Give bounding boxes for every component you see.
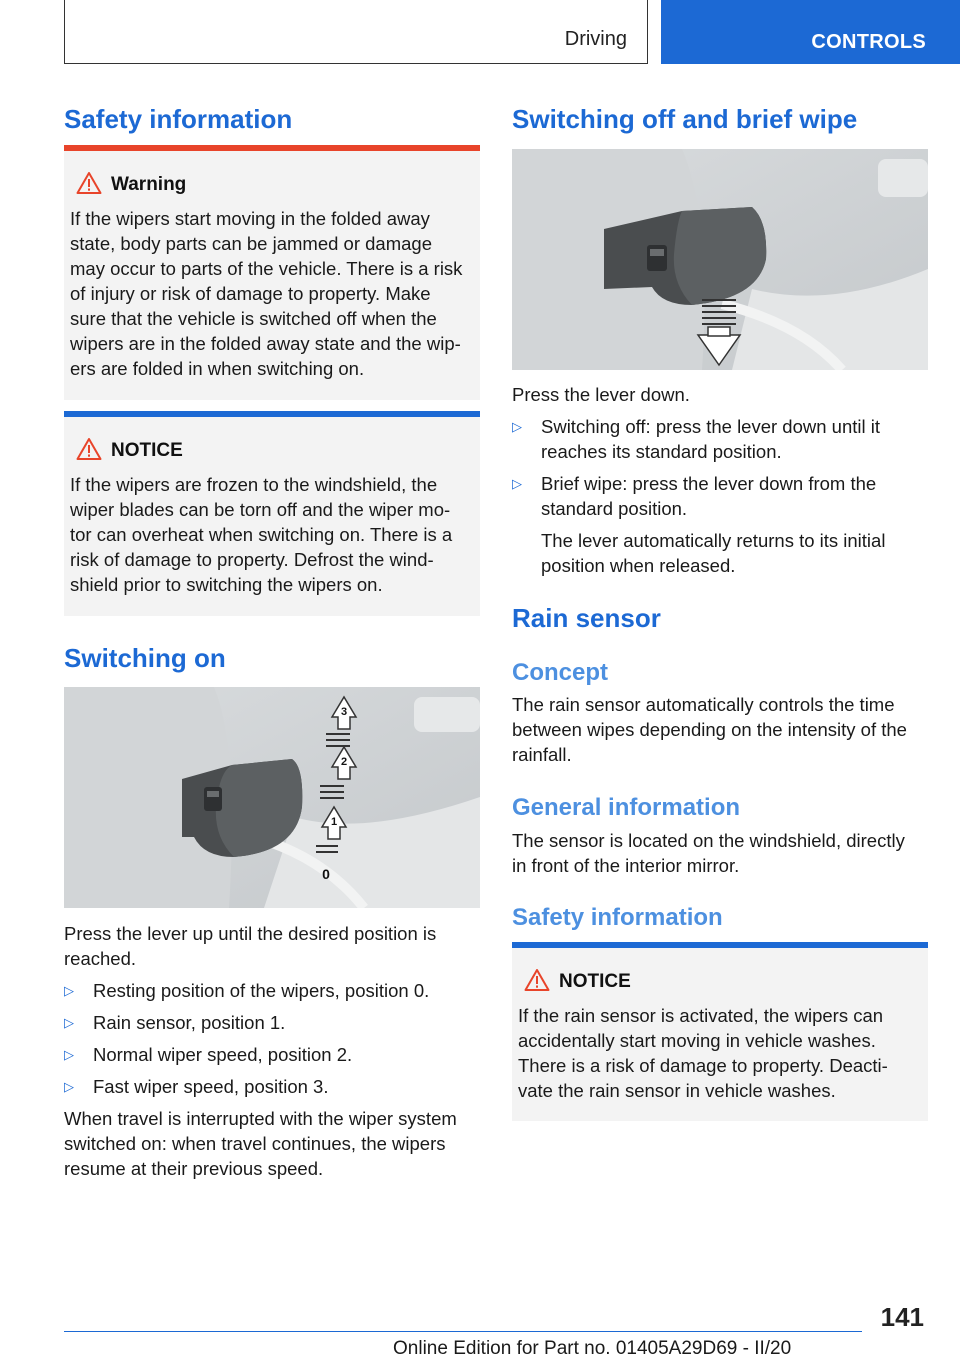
- rain-notice-line: vate the rain sensor in vehicle washes.: [518, 1080, 836, 1101]
- rain-notice-line: accidentally start moving in vehicle washes.: [518, 1030, 876, 1051]
- rain-safety-heading: Safety information: [512, 904, 723, 931]
- lever-up-figure: [64, 687, 480, 908]
- warning-line: ers are folded in when switching on.: [70, 358, 365, 379]
- concept-line: rainfall.: [512, 744, 572, 765]
- rain-sensor-heading: Rain sensor: [512, 603, 661, 633]
- lever-down-figure: [512, 149, 928, 370]
- warning-triangle-icon: [524, 968, 550, 992]
- notice-title: NOTICE: [111, 440, 183, 461]
- list-item-text: Fast wiper speed, position 3.: [93, 1076, 329, 1097]
- notice-bar: [512, 942, 928, 948]
- press-down-text: Press the lever down.: [512, 384, 690, 405]
- page-number: 141: [880, 1302, 924, 1332]
- general-line: The sensor is located on the windshield, directly: [512, 830, 905, 851]
- concept-line: between wipes depending on the intensity of the: [512, 719, 907, 740]
- return-line: The lever automatically returns to its initial: [541, 530, 886, 551]
- list-item-text: Resting position of the wipers, position 0.: [93, 980, 430, 1001]
- notice-line: risk of damage to property. Defrost the wind-: [70, 549, 434, 570]
- general-information-heading: General information: [512, 794, 741, 821]
- list-bullet-icon: ▷: [64, 1047, 74, 1062]
- warning-bar: [64, 145, 480, 151]
- header-section-label: Driving: [564, 28, 627, 50]
- rain-notice-line: There is a risk of damage to property. Deacti-: [518, 1055, 888, 1076]
- list-bullet-icon: ▷: [64, 1079, 74, 1094]
- warning-line: of injury or risk of damage to property. Make: [70, 283, 431, 304]
- safety-information-heading: Safety information: [64, 104, 293, 134]
- general-information-text: [512, 828, 932, 878]
- warning-title: Warning: [111, 174, 187, 195]
- position-label-3: 3: [340, 706, 348, 718]
- notice-text: [70, 472, 474, 597]
- intro-line: Press the lever up until the desired position is: [64, 923, 437, 944]
- edition-line: Online Edition for Part no. 01405A29D69 - II/20: [393, 1338, 792, 1359]
- switching-on-intro: [64, 921, 480, 971]
- return-text: [541, 528, 931, 578]
- header-chapter-label: CONTROLS: [811, 31, 926, 53]
- rain-notice-title: NOTICE: [559, 971, 631, 992]
- header-chapter-tab: [661, 0, 960, 64]
- list-item-line: standard position.: [541, 498, 688, 519]
- warning-line: state, body parts can be jammed or damage: [70, 233, 432, 254]
- warning-line: sure that the vehicle is switched off when the: [70, 308, 437, 329]
- position-label-1: 1: [330, 816, 338, 828]
- position-label-0: 0: [322, 866, 330, 882]
- list-item-line: Switching off: press the lever down until it: [541, 416, 880, 437]
- list-item-text: [541, 471, 876, 521]
- notice-line: wiper blades can be torn off and the wiper mo-: [70, 499, 451, 520]
- notice-box: [64, 411, 480, 616]
- concept-text: [512, 692, 932, 767]
- list-item-text: Rain sensor, position 1.: [93, 1012, 286, 1033]
- warning-line: wipers are in the folded away state and the wip-: [70, 333, 461, 354]
- list-item-line: reaches its standard position.: [541, 441, 782, 462]
- intro-line: reached.: [64, 948, 136, 969]
- notice-line: If the wipers are frozen to the windshield, the: [70, 474, 438, 495]
- concept-line: The rain sensor automatically controls the time: [512, 694, 895, 715]
- closing-line: switched on: when travel continues, the wipers: [64, 1133, 446, 1154]
- return-line: position when released.: [541, 555, 736, 576]
- rain-notice-line: If the rain sensor is activated, the wipers can: [518, 1005, 884, 1026]
- rain-notice-text: [518, 1003, 922, 1103]
- list-bullet-icon: ▷: [512, 476, 522, 491]
- header-section-box: [64, 0, 648, 64]
- switching-on-closing: [64, 1106, 480, 1181]
- general-line: in front of the interior mirror.: [512, 855, 740, 876]
- notice-line: shield prior to switching the wipers on.: [70, 574, 383, 595]
- warning-line: If the wipers start moving in the folded away: [70, 208, 430, 229]
- closing-line: resume at their previous speed.: [64, 1158, 324, 1179]
- wiper-lever-illustration: [64, 687, 480, 908]
- list-item-text: [541, 414, 880, 464]
- wiper-lever-illustration: [512, 149, 928, 370]
- closing-line: When travel is interrupted with the wiper system: [64, 1108, 457, 1129]
- notice-line: tor can overheat when switching on. There is a: [70, 524, 453, 545]
- list-bullet-icon: ▷: [512, 419, 522, 434]
- warning-triangle-icon: [76, 171, 102, 195]
- warning-text: [70, 206, 474, 381]
- list-item-line: Brief wipe: press the lever down from the: [541, 473, 877, 494]
- warning-line: may occur to parts of the vehicle. There is a risk: [70, 258, 463, 279]
- switching-on-heading: Switching on: [64, 643, 226, 673]
- warning-box: [64, 145, 480, 400]
- list-bullet-icon: ▷: [64, 983, 74, 998]
- position-label-2: 2: [340, 756, 348, 768]
- switching-off-heading: Switching off and brief wipe: [512, 104, 858, 134]
- notice-bar: [64, 411, 480, 417]
- concept-heading: Concept: [512, 659, 608, 686]
- rain-notice-box: [512, 942, 928, 1121]
- footer-divider: [64, 1331, 862, 1332]
- warning-triangle-icon: [76, 437, 102, 461]
- list-bullet-icon: ▷: [64, 1015, 74, 1030]
- list-item-text: Normal wiper speed, position 2.: [93, 1044, 353, 1065]
